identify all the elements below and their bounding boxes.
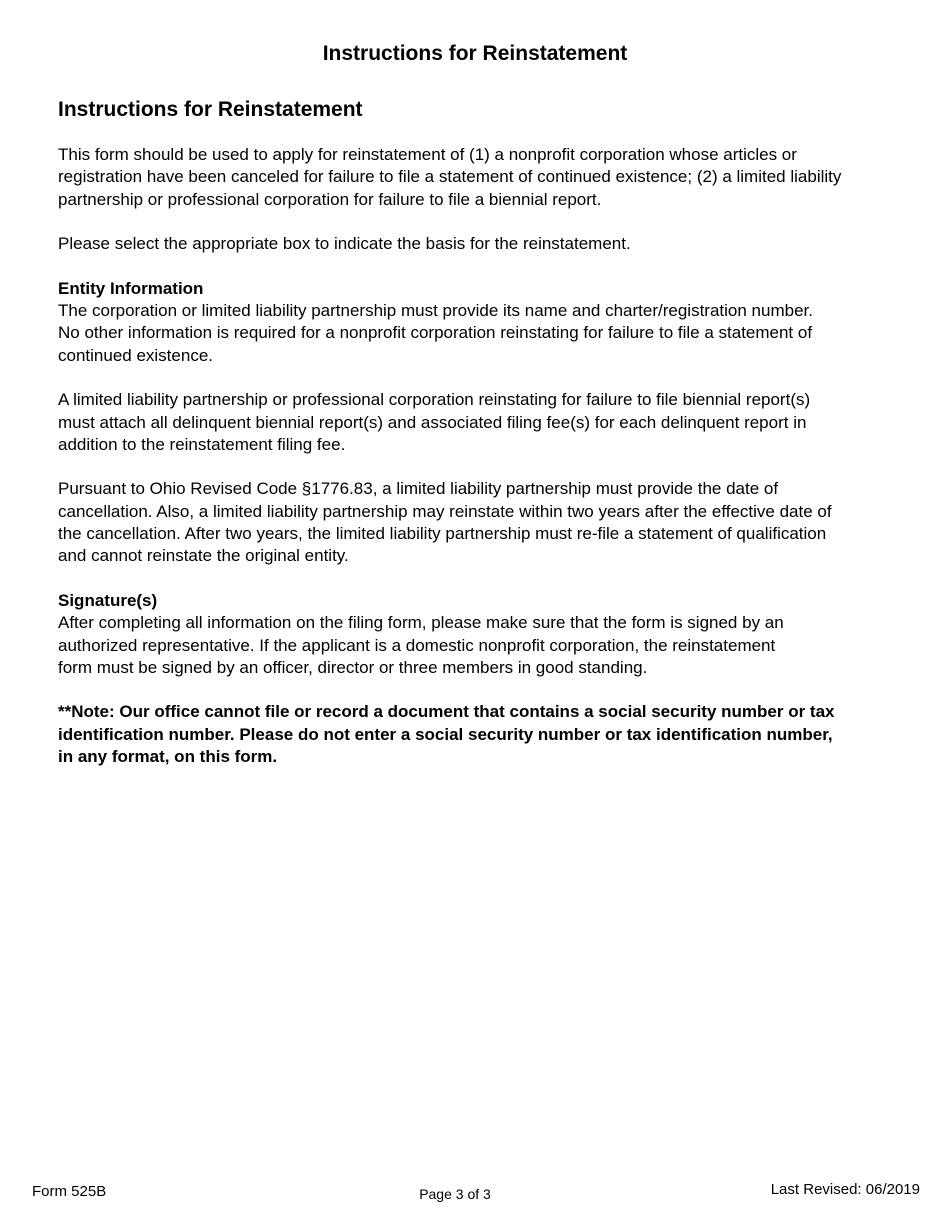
llp-biennial-report-paragraph: A limited liability partnership or professional corporation reinstating for failure to file biennial report(s) must attach all delinquent biennial report(s) and associated filing fee(s) for each delinquent report in addition to the reinstatement filing fee. [58,390,811,454]
signatures-paragraph: After completing all information on the filing form, please make sure that the form is signed by an authorized representative. If the applicant is a domestic nonprofit corporation, the reinstatement form must be signed by an officer, director or three members in good standing. [58,613,784,677]
page-indicator: Page 3 of 3 [419,1186,491,1202]
page-title: Instructions for Reinstatement [322,42,628,65]
form-number: Form 525B [32,1183,107,1200]
entity-information-paragraph: The corporation or limited liability partnership must provide its name and charter/registration number. No other information is required for a nonprofit corporation reinstating for failure to file a statement of continued existence. [58,301,813,365]
section-heading: Instructions for Reinstatement [58,98,363,121]
select-basis-paragraph: Please select the appropriate box to indicate the basis for the reinstatement. [58,234,631,254]
ssn-note: **Note: Our office cannot file or record a document that contains a social security number or tax identification number. Please do not enter a social security number or tax identification number, in any format, on this form. [58,702,835,767]
instructions-body [58,96,928,768]
last-revised-date: Last Revised: 06/2019 [770,1181,920,1198]
intro-paragraph: This form should be used to apply for reinstatement of (1) a nonprofit corporation whose articles or registration have been canceled for failure to file a statement of continued existence; (2) a limited liability partnership or professional corporation for failure to file a biennial report. [58,145,842,209]
ohio-revised-code-paragraph: Pursuant to Ohio Revised Code §1776.83, a limited liability partnership must provide the date of cancellation. Also, a limited liability partnership may reinstate within two years after the effective date of the cancellation. After two years, the limited liability partnership must re-file a statement of qualification and cannot reinstate the original entity. [58,479,832,566]
entity-information-heading: Entity Information [58,278,204,298]
signatures-heading: Signature(s) [58,590,158,610]
